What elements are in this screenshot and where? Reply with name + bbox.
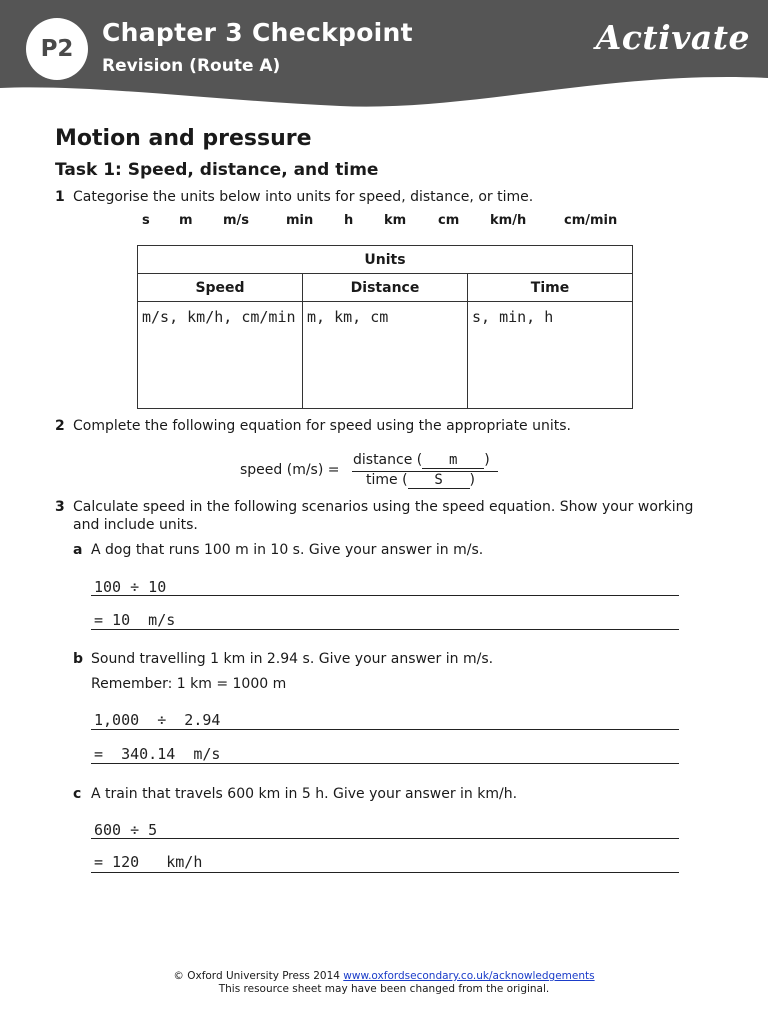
unit-item: min — [286, 213, 314, 228]
answer-cell-speed[interactable] — [138, 302, 303, 409]
numerator-label: distance ( — [353, 452, 423, 468]
question-1-text: Categorise the units below into units for speed, distance, or time. — [73, 189, 534, 205]
unit-item: km/h — [490, 213, 527, 228]
denominator-label: time ( — [366, 472, 408, 488]
question-3-text: Calculate speed in the following scenarios using the speed equation. Show your working — [73, 499, 694, 515]
unit-item: m — [179, 213, 193, 228]
page-title: Motion and pressure — [55, 126, 312, 151]
task-heading: Task 1: Speed, distance, and time — [55, 160, 379, 180]
footer-copyright — [0, 970, 768, 982]
answer-line[interactable] — [91, 629, 679, 630]
part-letter-c: c — [73, 786, 82, 802]
answer-cell-time[interactable] — [468, 302, 633, 409]
part-b-answer: = 340.14 m/s — [94, 745, 221, 763]
part-b-text: Sound travelling 1 km in 2.94 s. Give your answer in m/s. — [91, 651, 494, 667]
acknowledgements-link[interactable]: www.oxfordsecondary.co.uk/acknowledgements — [343, 970, 595, 982]
answer-line[interactable] — [91, 763, 679, 764]
column-header-speed: Speed — [138, 274, 303, 302]
part-a-working: 100 ÷ 10 — [94, 578, 167, 596]
banner-title: Chapter 3 Checkpoint — [102, 18, 413, 47]
unit-item: cm/min — [564, 213, 618, 228]
column-header-distance: Distance — [303, 274, 468, 302]
part-b-note: Remember: 1 km = 1000 m — [91, 676, 287, 692]
copyright-text: © Oxford University Press 2014 — [173, 970, 340, 982]
numerator-answer-blank[interactable]: m — [422, 452, 484, 469]
unit-item: m/s — [223, 213, 250, 228]
question-2-text: Complete the following equation for speed using the appropriate units. — [73, 418, 571, 434]
equation-denominator — [366, 472, 475, 489]
question-number-2: 2 — [55, 418, 65, 434]
question-number-3: 3 — [55, 499, 65, 515]
equation-numerator — [353, 452, 490, 469]
unit-item: cm — [438, 213, 460, 228]
banner-subtitle: Revision (Route A) — [102, 56, 281, 76]
units-table — [137, 245, 633, 409]
unit-item: s — [142, 213, 150, 228]
handwritten-answer: m/s, km/h, cm/min — [142, 308, 296, 326]
column-header-time: Time — [468, 274, 633, 302]
part-c-text: A train that travels 600 km in 5 h. Give your answer in km/h. — [91, 786, 518, 802]
part-letter-b: b — [73, 651, 84, 667]
part-a-answer: = 10 m/s — [94, 611, 176, 629]
part-c-working: 600 ÷ 5 — [94, 821, 158, 839]
unit-item: h — [344, 213, 354, 228]
question-number-1: 1 — [55, 189, 65, 205]
question-3-text-continued: and include units. — [73, 517, 198, 533]
answer-cell-distance[interactable] — [303, 302, 468, 409]
answer-line[interactable] — [91, 729, 679, 730]
denominator-answer-blank[interactable]: S — [408, 472, 470, 489]
level-badge: P2 — [26, 18, 88, 80]
answer-line[interactable] — [91, 872, 679, 873]
equation-left-side: speed (m/s) = — [240, 462, 340, 478]
handwritten-answer: m, km, cm — [307, 308, 389, 326]
unit-item: km — [384, 213, 407, 228]
answer-line[interactable] — [91, 595, 679, 596]
answer-line[interactable] — [91, 838, 679, 839]
part-letter-a: a — [73, 542, 83, 558]
part-c-answer: = 120 km/h — [94, 853, 203, 871]
handwritten-answer: s, min, h — [472, 308, 554, 326]
part-b-working: 1,000 ÷ 2.94 — [94, 711, 221, 729]
table-caption: Units — [138, 246, 633, 274]
footer-note: This resource sheet may have been changed from the original. — [218, 983, 550, 995]
denominator-close: ) — [469, 472, 476, 488]
brand-logo: Activate — [595, 18, 750, 57]
numerator-close: ) — [484, 452, 490, 468]
part-a-text: A dog that runs 100 m in 10 s. Give your answer in m/s. — [91, 542, 484, 558]
